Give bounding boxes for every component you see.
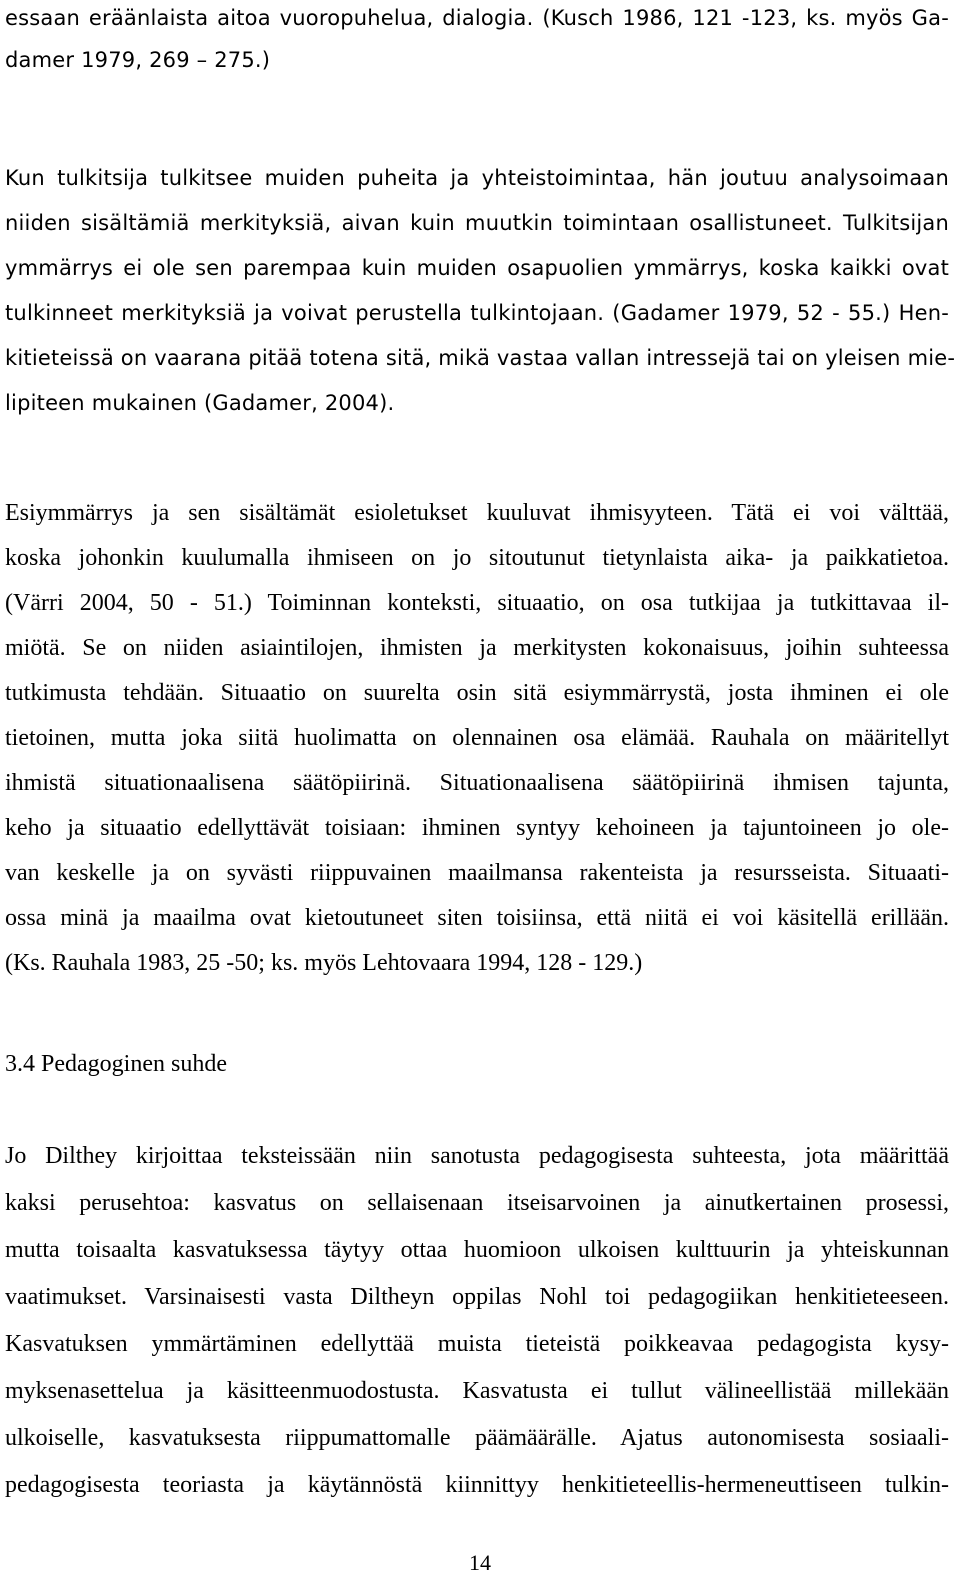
text-line: pedagogisesta teoriasta ja käytännöstä kiinnittyy henkitieteellis-hermeneuttiseen tulkin- bbox=[5, 1472, 949, 1498]
text-line: mutta toisaalta kasvatuksessa täytyy ottaa huomioon ulkoisen kulttuurin ja yhteiskunnan bbox=[5, 1237, 949, 1263]
text-line: ulkoiselle, kasvatuksesta riippumattomalle päämäärälle. Ajatus autonomisesta sosiaali- bbox=[5, 1425, 949, 1451]
text-line: Esiymmärrys ja sen sisältämät esioletukset kuuluvat ihmisyyteen. Tätä ei voi välttää, bbox=[5, 500, 949, 526]
section-heading: 3.4 Pedagoginen suhde bbox=[5, 1051, 227, 1077]
text-line: Jo Dilthey kirjoittaa teksteissään niin sanotusta pedagogisesta suhteesta, jota määrittää bbox=[5, 1143, 949, 1169]
text-line: essaan eräänlaista aitoa vuoropuhelua, dialogia. (Kusch 1986, 121 -123, ks. myös Ga- bbox=[5, 6, 949, 30]
text-line: ymmärrys ei ole sen parempaa kuin muiden osapuolien ymmärrys, koska kaikki ovat bbox=[5, 256, 949, 280]
text-line: niiden sisältämiä merkityksiä, aivan kuin muutkin toimintaan osallistuneet. Tulkitsijan bbox=[5, 211, 949, 235]
text-line: (Värri 2004, 50 - 51.) Toiminnan konteksti, situaatio, on osa tutkijaa ja tutkittavaa il- bbox=[5, 590, 949, 616]
text-line: tutkimusta tehdään. Situaatio on suurelta osin sitä esiymmärrystä, josta ihminen ei ole bbox=[5, 680, 949, 706]
text-line: myksenasettelua ja käsitteenmuodostusta. Kasvatusta ei tullut välineellistää millekään bbox=[5, 1378, 949, 1404]
text-line: Kasvatuksen ymmärtäminen edellyttää muista tieteistä poikkeavaa pedagogista kysy- bbox=[5, 1331, 949, 1357]
text-line: Kun tulkitsija tulkitsee muiden puheita ja yhteistoimintaa, hän joutuu analysoimaan bbox=[5, 166, 949, 190]
text-line: koska johonkin kuulumalla ihmiseen on jo sitoutunut tietynlaista aika- ja paikkatietoa. bbox=[5, 545, 949, 571]
text-line: kaksi perusehtoa: kasvatus on sellaisenaan itseisarvoinen ja ainutkertainen prosessi, bbox=[5, 1190, 949, 1216]
text-line: damer 1979, 269 – 275.) bbox=[5, 48, 271, 72]
text-line: (Ks. Rauhala 1983, 25 -50; ks. myös Lehtovaara 1994, 128 - 129.) bbox=[5, 950, 643, 976]
text-line: tulkinneet merkityksiä ja voivat perustella tulkintojaan. (Gadamer 1979, 52 - 55.) Hen- bbox=[5, 301, 949, 325]
text-line: kitieteissä on vaarana pitää totena sitä, mikä vastaa vallan intressejä tai on yleisen mie- bbox=[5, 346, 956, 370]
text-line: tietoinen, mutta joka siitä huolimatta on olennainen osa elämää. Rauhala on määritellyt bbox=[5, 725, 949, 751]
text-line: ihmistä situationaalisena säätöpiirinä. Situationaalisena säätöpiirinä ihmisen tajunta, bbox=[5, 770, 949, 796]
page-number: 14 bbox=[469, 1550, 491, 1575]
text-line: ossa minä ja maailma ovat kietoutuneet siten toisiinsa, että niitä ei voi käsitellä erillään. bbox=[5, 905, 949, 931]
text-line: keho ja situaatio edellyttävät toisiaan: ihminen syntyy kehoineen ja tajuntoineen jo ole- bbox=[5, 815, 949, 841]
text-line: van keskelle ja on syvästi riippuvainen maailmansa rakenteista ja resursseista. Situaati- bbox=[5, 860, 949, 886]
text-line: lipiteen mukainen (Gadamer, 2004). bbox=[5, 391, 395, 415]
text-line: vaatimukset. Varsinaisesti vasta Diltheyn oppilas Nohl toi pedagogiikan henkitieteeseen. bbox=[5, 1284, 949, 1310]
text-line: miötä. Se on niiden asiaintilojen, ihmisten ja merkitysten kokonaisuus, joihin suhteessa bbox=[5, 635, 949, 661]
